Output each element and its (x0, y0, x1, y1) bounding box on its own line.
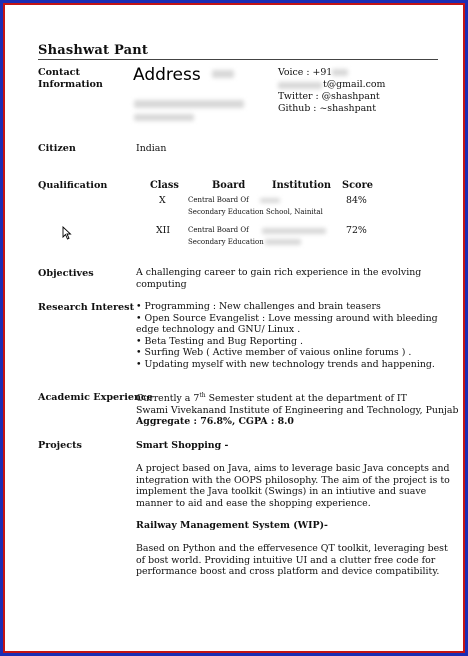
qualification-row-board: Central Board Of (188, 226, 249, 234)
qualification-row-board-2: Secondary Education School, Nainital (188, 208, 323, 216)
redacted-address-line (134, 100, 244, 108)
redacted-address-line (134, 114, 194, 121)
redacted-institution (262, 228, 326, 234)
project-title-railway: Railway Management System (WIP)- (136, 520, 328, 531)
research-list (136, 301, 438, 371)
list-item: • Open Source Evangelist : Love messing around with bleeding (136, 312, 438, 324)
list-item: • Programming : New challenges and brain teasers (136, 301, 381, 312)
objectives-label: Objectives (38, 268, 94, 279)
mouse-pointer-icon (62, 226, 72, 240)
address-overlay-text: Address (133, 65, 201, 85)
list-item: edge technology and GNU/ Linux . (136, 324, 301, 336)
qualification-row-class: X (159, 195, 166, 206)
name-divider (38, 59, 438, 60)
projects-label: Projects (38, 440, 82, 451)
list-item: • Updating myself with new technology trends and happening. (136, 358, 435, 370)
project-description: A project based on Java, aims to leverage basic Java concepts and integration with the OOPS philosophy. The aim of the project is to implement the Java toolkit (Swings) in an intiutive and suave manner to aid and ease the shopping experience. (136, 463, 450, 509)
contact-label: Contact Information (38, 67, 103, 90)
citizen-label: Citizen (38, 143, 76, 154)
objectives-text: A challenging career to gain rich experience in the evolving computing (136, 267, 422, 290)
redacted-email-user (278, 82, 322, 89)
redacted-institution (265, 239, 301, 245)
qualification-label: Qualification (38, 180, 108, 191)
list-item: • Beta Testing and Bug Reporting . (136, 335, 303, 347)
research-label: Research Interest (38, 302, 134, 313)
redacted-phone (332, 69, 348, 76)
contact-email: t@gmail.com (323, 79, 386, 90)
project-title-smart-shopping: Smart Shopping - (136, 440, 229, 451)
project-description: Based on Python and the effervesence QT toolkit, leveraging best of bost world. Providing intuitive UI and a clutter free code for performance boost and cross platform and device compatibility. (136, 543, 448, 578)
list-item: • Surfing Web ( Active member of vaious online forums ) . (136, 347, 412, 359)
redacted-institution (260, 198, 280, 203)
citizen-value: Indian (136, 143, 167, 154)
qualification-header-board: Board (212, 180, 246, 191)
redacted-block (212, 70, 234, 78)
qualification-header-institution: Institution (272, 180, 332, 191)
qualification-row-score: 72% (346, 225, 367, 236)
qualification-row-class: XII (156, 225, 171, 236)
contact-github: Github : ~shashpant (278, 103, 376, 114)
contact-twitter: Twitter : @shashpant (278, 91, 380, 102)
resume-name: Shashwat Pant (38, 43, 149, 58)
qualification-row-score: 84% (346, 195, 367, 206)
qualification-row-board-2: Secondary Education (188, 238, 264, 246)
academic-label: Academic Experience (38, 392, 153, 403)
contact-voice: Voice : +91 (278, 67, 333, 78)
qualification-header-class: Class (150, 180, 179, 191)
academic-text: Currently a 7th Semester student at the department of IT Swami Vivekanand Institute of Engineering and Technology, Punjab Aggregate : 76.8%, CGPA : 8.0 (136, 392, 459, 428)
qualification-header-score: Score (342, 180, 373, 191)
qualification-row-board: Central Board Of (188, 196, 249, 204)
